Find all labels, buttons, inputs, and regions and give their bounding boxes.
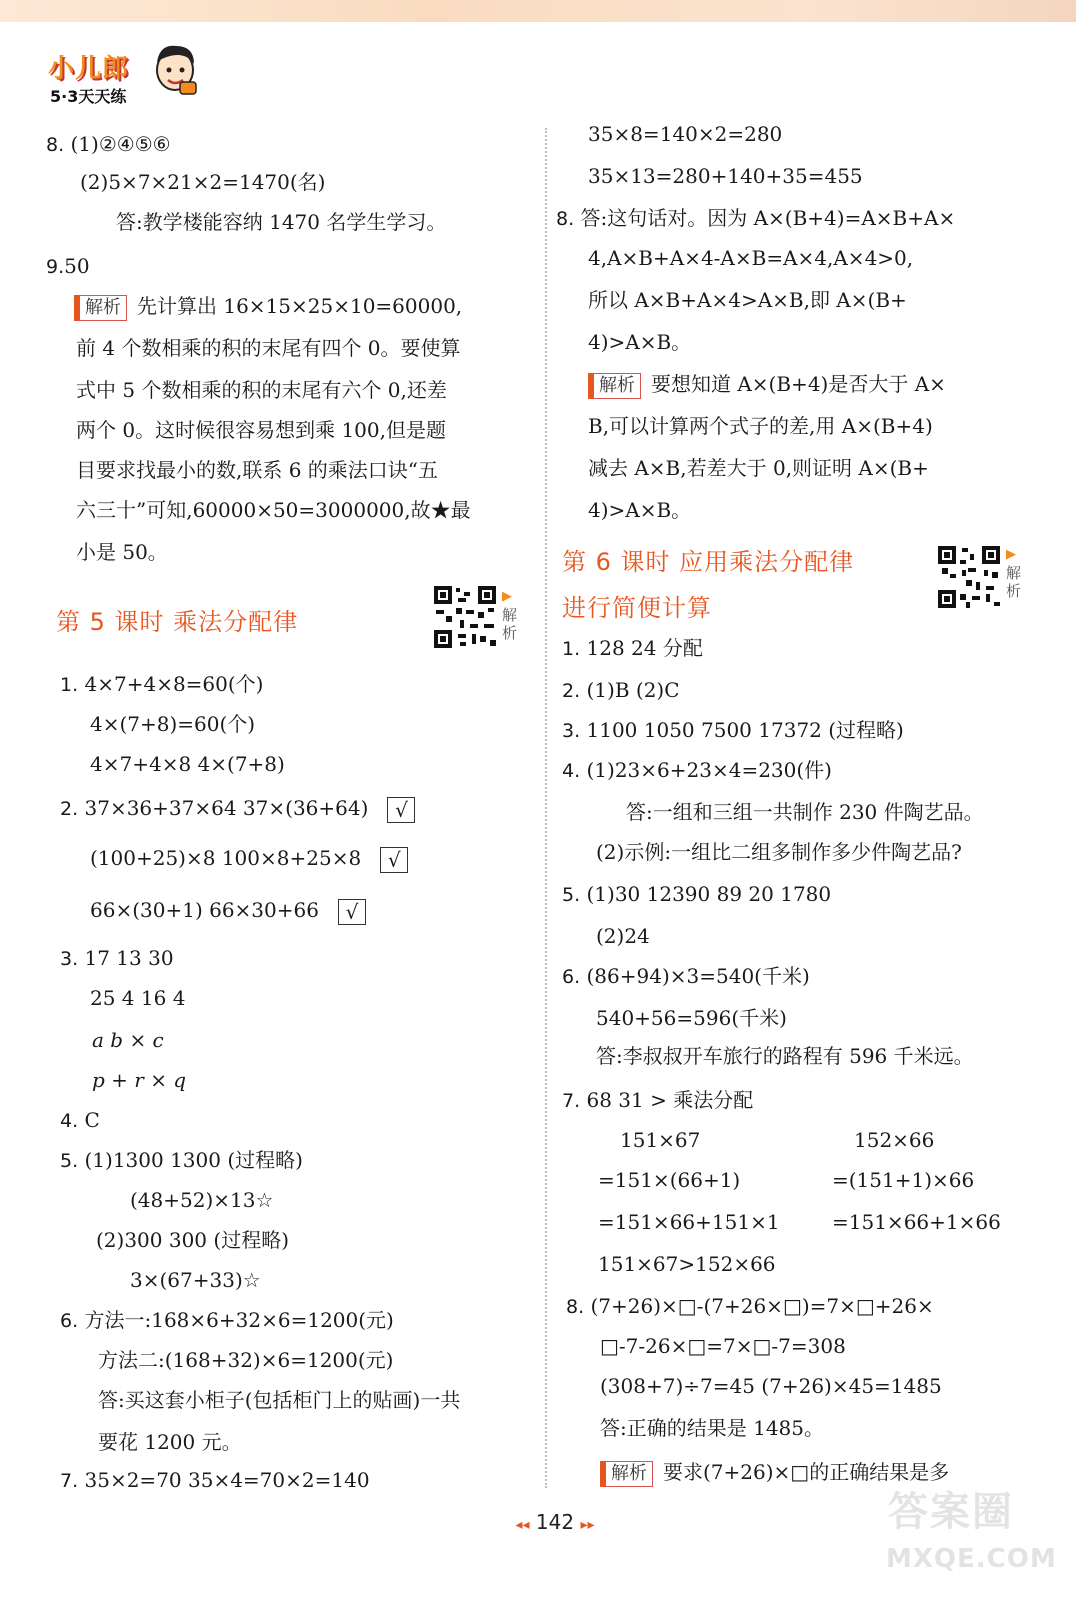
- left-line: 8. (1)②④⑤⑥: [46, 132, 171, 156]
- prev-arrow-icon: ◂◂: [515, 1517, 530, 1533]
- lesson-5-heading: 第 5 课时 乘法分配律: [56, 608, 299, 636]
- next-arrow-icon: ▸▸: [580, 1517, 595, 1533]
- explanation-line: 减去 A×B,若差大于 0,则证明 A×(B+: [588, 456, 929, 480]
- right-line: □-7-26×□=7×□-7=308: [600, 1334, 846, 1358]
- page-number-footer: [480, 1510, 630, 1534]
- left-line: p + r × q: [92, 1068, 187, 1092]
- right-line: 答:李叔叔开车旅行的路程有 596 千米远。: [596, 1044, 974, 1068]
- left-line: (2)300 300 (过程略): [96, 1228, 289, 1252]
- left-line: 4×(7+8)=60(个): [90, 712, 256, 736]
- watermark-url: MXQE.COM: [886, 1544, 1057, 1574]
- left-line: 3×(67+33)☆: [130, 1268, 261, 1292]
- explanation-line: 式中 5 个数相乘的积的末尾有六个 0,还差: [76, 378, 447, 402]
- right-line: 5. (1)30 12390 89 20 1780: [562, 882, 832, 906]
- left-line: 4×7+4×8 4×(7+8): [90, 752, 285, 776]
- check-box-icon: √: [380, 847, 408, 873]
- explanation-line: 六三十”可知,60000×50=3000000,故★最: [76, 498, 471, 522]
- left-line: 3. 17 13 30: [60, 946, 174, 970]
- watermark: [880, 1480, 1060, 1590]
- play-icon: ▶: [1006, 547, 1016, 562]
- left-line: 9.50: [46, 254, 90, 278]
- brand-name: 小儿郎: [48, 54, 130, 84]
- left-line: 1. 4×7+4×8=60(个): [60, 672, 264, 696]
- play-icon: ▶: [502, 589, 512, 604]
- left-line: 25 4 16 4: [90, 986, 186, 1010]
- right-line: (308+7)÷7=45 (7+26)×45=1485: [600, 1374, 942, 1398]
- right-line: 答:一组和三组一共制作 230 件陶艺品。: [626, 800, 984, 824]
- right-line: 151×67: [620, 1128, 701, 1152]
- left-line: 66×(30+1) 66×30+66 √: [90, 898, 366, 925]
- right-line: =151×(66+1): [598, 1168, 741, 1192]
- right-line: 35×8=140×2=280: [588, 122, 783, 146]
- left-line: a b × c: [92, 1028, 164, 1052]
- left-line: 4. C: [60, 1108, 100, 1132]
- qr-label: ▶ 解析: [1006, 547, 1022, 600]
- left-line: (48+52)×13☆: [130, 1188, 274, 1212]
- right-line: 540+56=596(千米): [596, 1006, 787, 1030]
- right-line: 35×13=280+140+35=455: [588, 164, 863, 188]
- left-line: 7. 35×2=70 35×4=70×2=140: [60, 1468, 370, 1492]
- qr-code-icon[interactable]: [432, 584, 498, 650]
- explanation-line: B,可以计算两个式子的差,用 A×(B+4): [588, 414, 933, 438]
- right-line: (2)示例:一组比二组多制作多少件陶艺品?: [596, 840, 962, 864]
- left-line: (2)5×7×21×2=1470(名): [80, 170, 326, 194]
- right-line: 2. (1)B (2)C: [562, 678, 680, 702]
- right-line: =(151+1)×66: [832, 1168, 975, 1192]
- page-number: 142: [535, 1510, 575, 1534]
- check-box-icon: √: [387, 797, 415, 823]
- explanation-line: 小是 50。: [76, 540, 168, 564]
- analysis-tag: 解析: [74, 295, 127, 321]
- series-name: 5·3天天练: [50, 87, 127, 106]
- right-line: 151×67>152×66: [598, 1252, 776, 1276]
- right-line: 6. (86+94)×3=540(千米): [562, 964, 810, 988]
- right-line: 4,A×B+A×4-A×B=A×4,A×4>0,: [588, 246, 914, 270]
- watermark-logo: 答案圈: [888, 1489, 1014, 1535]
- left-line: (100+25)×8 100×8+25×8 √: [90, 846, 408, 873]
- column-divider: [545, 128, 547, 1488]
- qr-label: ▶ 解析: [502, 589, 518, 642]
- explanation-line: 解析 要求(7+26)×□的正确结果是多: [600, 1460, 949, 1487]
- left-line: 方法二:(168+32)×6=1200(元): [98, 1348, 394, 1372]
- explanation-line: 4)>A×B。: [588, 498, 692, 522]
- explanation-line: 目要求找最小的数,联系 6 的乘法口诀“五: [76, 458, 439, 482]
- left-line: 6. 方法一:168×6+32×6=1200(元): [60, 1308, 394, 1332]
- boy-mascot-icon: [150, 40, 200, 98]
- right-line: 8. 答:这句话对。因为 A×(B+4)=A×B+A×: [556, 206, 956, 230]
- check-box-icon: √: [338, 899, 366, 925]
- lesson-6-heading-line2: 进行简便计算: [562, 594, 712, 622]
- lesson-6-heading: 第 6 课时 应用乘法分配律: [562, 548, 855, 576]
- right-line: 4. (1)23×6+23×4=230(件): [562, 758, 832, 782]
- analysis-tag: 解析: [588, 373, 641, 399]
- right-line: =151×66+1×66: [832, 1210, 1001, 1234]
- explanation-line: 前 4 个数相乘的积的末尾有四个 0。要使算: [76, 336, 461, 360]
- right-line: 8. (7+26)×□-(7+26×□)=7×□+26×: [566, 1294, 934, 1318]
- qr-code-icon[interactable]: [936, 544, 1002, 610]
- right-line: (2)24: [596, 924, 650, 948]
- right-line: =151×66+151×1: [598, 1210, 780, 1234]
- right-line: 7. 68 31 > 乘法分配: [562, 1088, 754, 1112]
- explanation-line: 解析 要想知道 A×(B+4)是否大于 A×: [588, 372, 946, 399]
- left-line: 5. (1)1300 1300 (过程略): [60, 1148, 303, 1172]
- right-line: 所以 A×B+A×4>A×B,即 A×(B+: [588, 288, 907, 312]
- left-line: 答:买这套小柜子(包括柜门上的贴画)一共: [98, 1388, 461, 1412]
- right-line: 1. 128 24 分配: [562, 636, 703, 660]
- right-line: 152×66: [854, 1128, 935, 1152]
- left-line: 2. 37×36+37×64 37×(36+64) √: [60, 796, 415, 823]
- analysis-tag: 解析: [600, 1461, 653, 1487]
- right-line: 3. 1100 1050 7500 17372 (过程略): [562, 718, 904, 742]
- explanation-line: 两个 0。这时候很容易想到乘 100,但是题: [76, 418, 446, 442]
- left-line: 答:教学楼能容纳 1470 名学生学习。: [116, 210, 447, 234]
- explanation-line: 解析 先计算出 16×15×25×10=60000,: [74, 294, 462, 321]
- right-line: 答:正确的结果是 1485。: [600, 1416, 824, 1440]
- left-line: 要花 1200 元。: [98, 1430, 242, 1454]
- top-color-band: [0, 0, 1076, 22]
- brand-logo: [44, 40, 204, 110]
- right-line: 4)>A×B。: [588, 330, 692, 354]
